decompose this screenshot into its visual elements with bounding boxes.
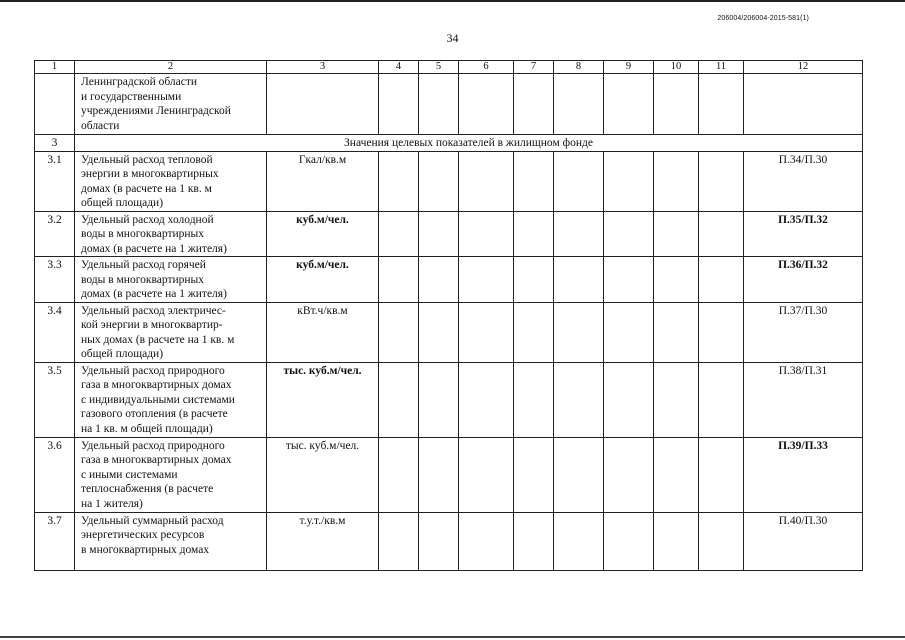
name-line: газа в многоквартирных домах — [81, 454, 232, 466]
column-header: 9 — [604, 61, 654, 74]
name-line: теплоснабжения (в расчете — [81, 483, 214, 495]
name-line: учреждениями Ленинградской — [81, 105, 231, 117]
name-line: Удельный суммарный расход — [81, 514, 224, 527]
unit-cell: кВт.ч/кв.м — [267, 302, 379, 362]
value-cell — [604, 74, 654, 135]
column-header: 3 — [267, 61, 379, 74]
value-cell — [514, 362, 554, 437]
value-cell — [459, 257, 514, 303]
name-line: Удельный расход тепловой — [81, 153, 213, 166]
column-header: 1 — [35, 61, 75, 74]
value-cell — [654, 437, 699, 512]
row-number: 3.2 — [35, 211, 75, 257]
name-line: домах (в расчете на 1 жителя) — [81, 288, 227, 300]
value-cell — [514, 437, 554, 512]
row-number: 3.7 — [35, 512, 75, 570]
unit-cell: тыс. куб.м/чел. — [267, 437, 379, 512]
name-line: в многоквартирных домах — [81, 543, 210, 556]
row-name — [75, 74, 267, 135]
value-cell — [604, 302, 654, 362]
section-number: 3 — [35, 135, 75, 152]
value-cell — [419, 74, 459, 135]
value-cell — [514, 211, 554, 257]
value-cell — [379, 437, 419, 512]
value-cell — [554, 74, 604, 135]
value-cell — [379, 302, 419, 362]
value-cell — [604, 211, 654, 257]
value-cell — [699, 74, 744, 135]
name-line: кой энергии в многоквартир- — [81, 319, 223, 331]
name-line: с индивидуальными системами — [81, 393, 235, 406]
ref-cell: П.37/П.30 — [744, 302, 863, 362]
value-cell — [654, 302, 699, 362]
value-cell — [554, 257, 604, 303]
column-header: 4 — [379, 61, 419, 74]
value-cell — [554, 211, 604, 257]
value-cell — [419, 151, 459, 211]
value-cell — [379, 512, 419, 570]
value-cell — [699, 362, 744, 437]
value-cell — [379, 257, 419, 303]
value-cell — [654, 362, 699, 437]
row-name — [75, 211, 267, 257]
name-line: домах (в расчете на 1 кв. м — [81, 182, 212, 195]
value-cell — [654, 512, 699, 570]
name-line: с иными системами — [81, 468, 178, 481]
table-row — [35, 302, 863, 362]
name-line: Удельный расход электричес- — [81, 304, 226, 317]
value-cell — [419, 362, 459, 437]
unit-cell: т.у.т./кв.м — [267, 512, 379, 570]
name-line: домах (в расчете на 1 жителя) — [81, 242, 227, 255]
name-line: общей площади) — [81, 197, 164, 209]
name-line: общей площади) — [81, 348, 164, 360]
unit-cell: куб.м/чел. — [267, 257, 379, 303]
value-cell — [699, 151, 744, 211]
row-name — [75, 302, 267, 362]
value-cell — [459, 437, 514, 512]
value-cell — [459, 211, 514, 257]
table-row — [35, 151, 863, 211]
column-header: 2 — [75, 61, 267, 74]
name-line: Удельный расход природного — [81, 364, 225, 377]
row-number: 3.4 — [35, 302, 75, 362]
value-cell — [554, 151, 604, 211]
value-cell — [459, 302, 514, 362]
name-line: Удельный расход холодной — [81, 213, 214, 226]
column-number-row — [35, 61, 863, 74]
document-id: 206004/206004-2015-581(1) — [717, 15, 809, 22]
value-cell — [604, 512, 654, 570]
continuation-row — [35, 74, 863, 135]
name-line: газа в многоквартирных домах — [81, 379, 232, 391]
row-name — [75, 362, 267, 437]
value-cell — [379, 151, 419, 211]
value-cell — [459, 362, 514, 437]
value-cell — [459, 512, 514, 570]
name-line: воды в многоквартирных — [81, 273, 205, 286]
row-name — [75, 437, 267, 512]
name-line: и государственными — [81, 90, 182, 103]
name-line: Удельный расход горячей — [81, 259, 206, 271]
value-cell — [554, 437, 604, 512]
row-number: 3.5 — [35, 362, 75, 437]
value-cell — [604, 151, 654, 211]
ref-cell — [744, 74, 863, 135]
row-number: 3.3 — [35, 257, 75, 303]
value-cell — [379, 362, 419, 437]
value-cell — [554, 512, 604, 570]
value-cell — [654, 151, 699, 211]
value-cell — [379, 74, 419, 135]
unit-cell — [267, 74, 379, 135]
row-name — [75, 512, 267, 570]
row-name — [75, 151, 267, 211]
ref-cell: П.34/П.30 — [744, 151, 863, 211]
unit-cell: куб.м/чел. — [267, 211, 379, 257]
value-cell — [654, 74, 699, 135]
ref-cell: П.36/П.32 — [744, 257, 863, 303]
value-cell — [699, 512, 744, 570]
ref-cell: П.40/П.30 — [744, 512, 863, 570]
value-cell — [654, 257, 699, 303]
value-cell — [554, 302, 604, 362]
value-cell — [514, 302, 554, 362]
page-number: 34 — [446, 31, 459, 45]
table-row — [35, 211, 863, 257]
ref-cell: П.39/П.33 — [744, 437, 863, 512]
ref-cell: П.38/П.31 — [744, 362, 863, 437]
value-cell — [514, 257, 554, 303]
name-line: энергии в многоквартирных — [81, 168, 219, 180]
column-header: 8 — [554, 61, 604, 74]
value-cell — [514, 151, 554, 211]
bottom-border-line — [0, 636, 905, 638]
name-line: на 1 жителя) — [81, 497, 143, 510]
value-cell — [604, 362, 654, 437]
name-line: воды в многоквартирных — [81, 228, 205, 240]
value-cell — [699, 437, 744, 512]
value-cell — [554, 362, 604, 437]
name-line: на 1 кв. м общей площади) — [81, 422, 213, 435]
value-cell — [459, 74, 514, 135]
name-line: газового отопления (в расчете — [81, 408, 228, 420]
value-cell — [654, 211, 699, 257]
value-cell — [699, 302, 744, 362]
value-cell — [419, 437, 459, 512]
name-line: Удельный расход природного — [81, 439, 225, 452]
table-row — [35, 512, 863, 570]
name-line: Ленинградской области — [81, 76, 198, 88]
value-cell — [419, 211, 459, 257]
name-line: области — [81, 119, 120, 132]
value-cell — [604, 257, 654, 303]
value-cell — [514, 512, 554, 570]
value-cell — [604, 437, 654, 512]
indicators-table — [34, 60, 863, 571]
value-cell — [419, 257, 459, 303]
value-cell — [699, 211, 744, 257]
column-header: 11 — [699, 61, 744, 74]
table-row — [35, 257, 863, 303]
column-header: 12 — [744, 61, 863, 74]
section-title: Значения целевых показателей в жилищном фонде — [75, 135, 863, 152]
row-number: 3.1 — [35, 151, 75, 211]
value-cell — [419, 302, 459, 362]
row-number — [35, 74, 75, 135]
column-header: 7 — [514, 61, 554, 74]
value-cell — [459, 151, 514, 211]
ref-cell: П.35/П.32 — [744, 211, 863, 257]
row-number: 3.6 — [35, 437, 75, 512]
value-cell — [379, 211, 419, 257]
table-row — [35, 362, 863, 437]
column-header: 10 — [654, 61, 699, 74]
value-cell — [514, 74, 554, 135]
top-border-line — [0, 0, 905, 2]
unit-cell: Гкал/кв.м — [267, 151, 379, 211]
column-header: 5 — [419, 61, 459, 74]
value-cell — [699, 257, 744, 303]
section-row — [35, 135, 863, 152]
row-name — [75, 257, 267, 303]
unit-cell: тыс. куб.м/чел. — [267, 362, 379, 437]
table-row — [35, 437, 863, 512]
name-line: энергетических ресурсов — [81, 529, 205, 541]
name-line: ных домах (в расчете на 1 кв. м — [81, 333, 235, 346]
column-header: 6 — [459, 61, 514, 74]
value-cell — [419, 512, 459, 570]
